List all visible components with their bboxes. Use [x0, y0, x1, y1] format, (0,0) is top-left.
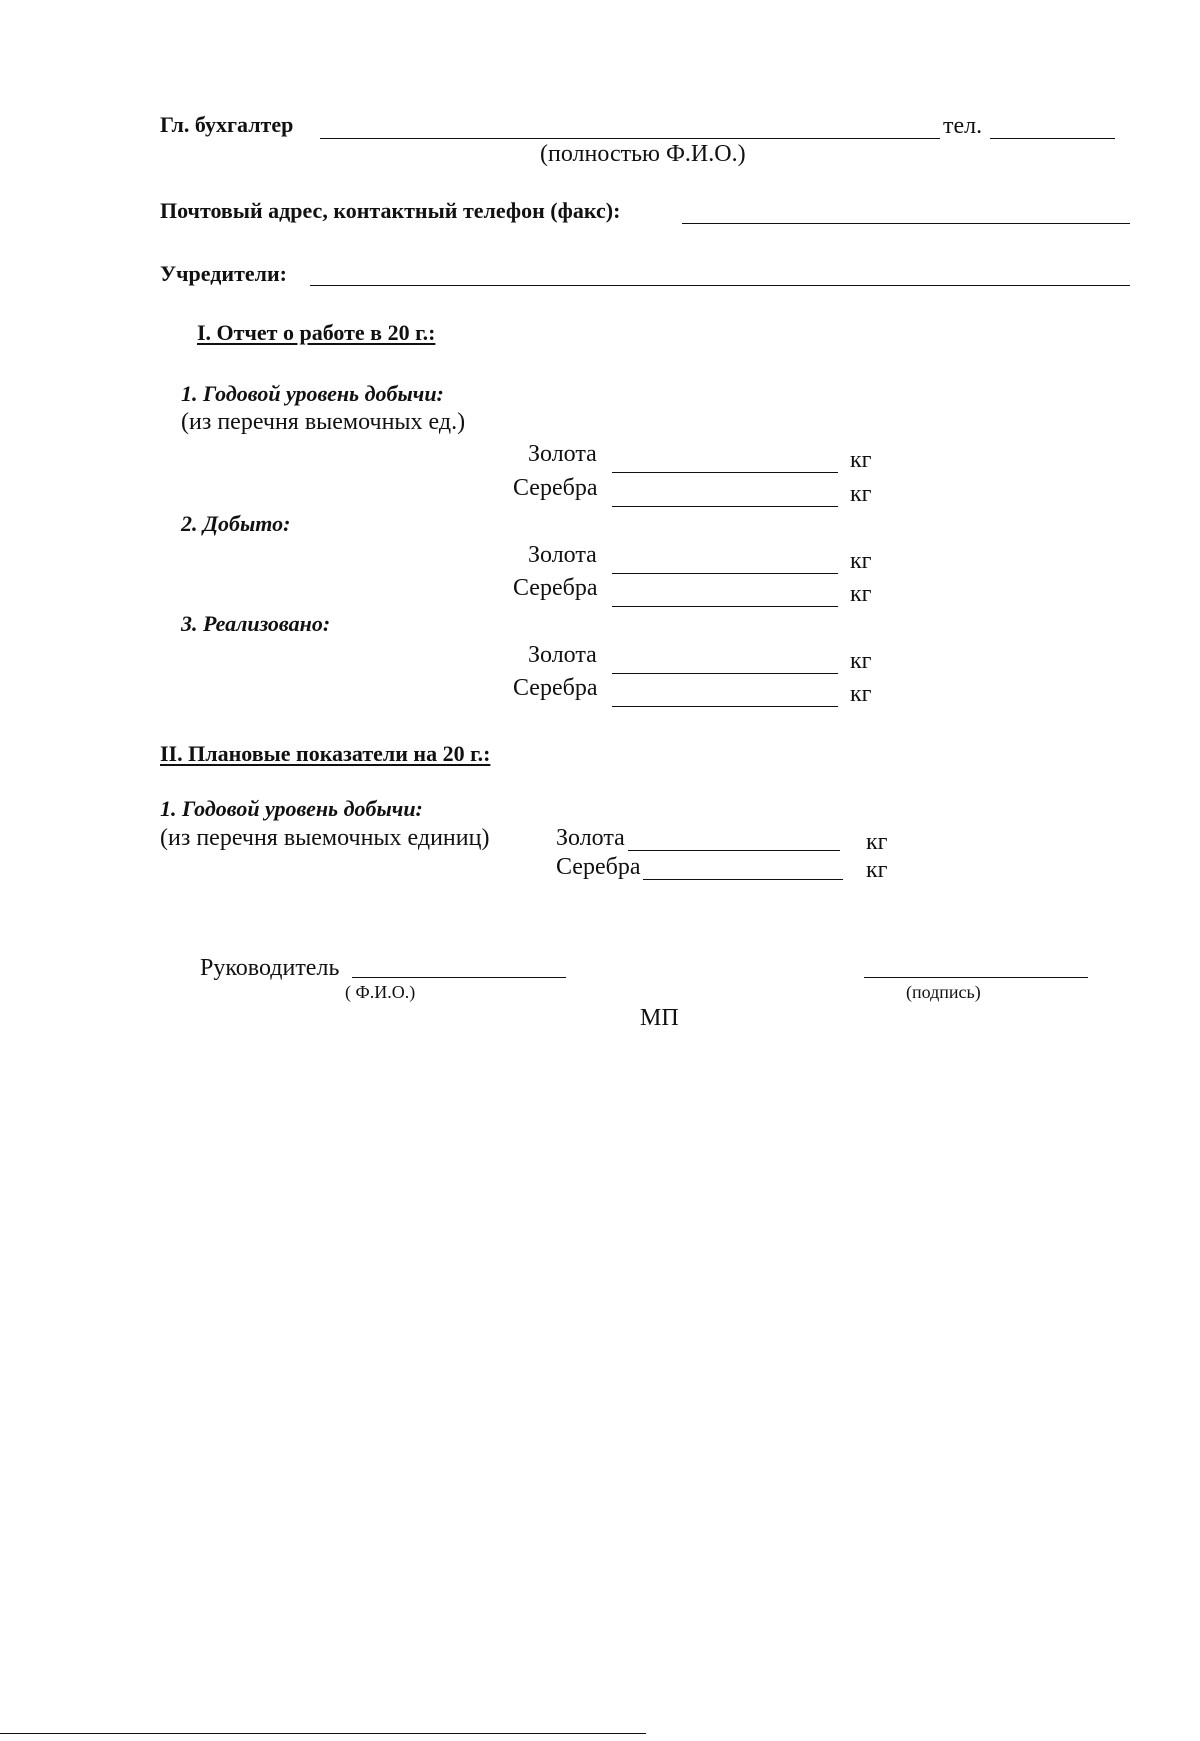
- signature-hint: (подпись): [906, 982, 981, 1002]
- s1-item2-gold-field[interactable]: [612, 573, 838, 574]
- s2-gold-label: Золота: [556, 825, 625, 851]
- head-name-field[interactable]: [352, 977, 566, 978]
- s2-gold-field[interactable]: [628, 850, 840, 851]
- postal-address-field[interactable]: [682, 223, 1130, 224]
- s1-item1-silver-label: Серебра: [513, 475, 598, 501]
- section1-title: I. Отчет о работе в 20 г.:: [197, 320, 436, 345]
- head-label: Руководитель: [200, 955, 340, 981]
- fio-full-hint: (полностью Ф.И.О.): [540, 141, 746, 167]
- s1-item1-silver-field[interactable]: [612, 506, 838, 507]
- s1-item2-gold-label: Золота: [528, 542, 597, 568]
- s1-item3-silver-field[interactable]: [612, 706, 838, 707]
- s2-silver-label: Серебра: [556, 854, 641, 880]
- section2-item1-title: 1. Годовой уровень добычи:: [160, 796, 423, 821]
- s1-item1-silver-unit: кг: [850, 481, 872, 507]
- section1-item3-title: 3. Реализовано:: [181, 611, 331, 636]
- chief-accountant-name-field[interactable]: [320, 138, 940, 139]
- section1-item1-title: 1. Годовой уровень добычи:: [181, 381, 444, 406]
- s1-item3-gold-unit: кг: [850, 648, 872, 674]
- s1-item1-gold-label: Золота: [528, 441, 597, 467]
- head-fio-hint: ( Ф.И.О.): [345, 982, 416, 1002]
- s1-item1-gold-unit: кг: [850, 447, 872, 473]
- s1-item1-gold-field[interactable]: [612, 472, 838, 473]
- section1-item1-note: (из перечня выемочных ед.): [181, 409, 466, 435]
- section1-item2-title: 2. Добыто:: [181, 511, 291, 536]
- section2-item1-note: (из перечня выемочных единиц): [160, 825, 490, 851]
- section2-title: II. Плановые показатели на 20 г.:: [160, 741, 491, 766]
- founders-field[interactable]: [310, 285, 1130, 286]
- s1-item2-silver-unit: кг: [850, 581, 872, 607]
- postal-address-label: Почтовый адрес, контактный телефон (факс):: [160, 198, 621, 223]
- s1-item3-gold-label: Золота: [528, 642, 597, 668]
- stamp-label: МП: [640, 1005, 679, 1031]
- s2-silver-field[interactable]: [643, 879, 843, 880]
- s1-item2-silver-field[interactable]: [612, 606, 838, 607]
- head-signature-field[interactable]: [864, 977, 1088, 978]
- chief-accountant-phone-field[interactable]: [990, 138, 1115, 139]
- founders-label: Учредители:: [160, 261, 287, 286]
- s2-gold-unit: кг: [866, 829, 888, 855]
- s1-item2-silver-label: Серебра: [513, 575, 598, 601]
- s2-silver-unit: кг: [866, 857, 888, 883]
- chief-accountant-label: Гл. бухгалтер: [160, 112, 294, 137]
- s1-item3-silver-label: Серебра: [513, 675, 598, 701]
- s1-item3-silver-unit: кг: [850, 681, 872, 707]
- s1-item3-gold-field[interactable]: [612, 673, 838, 674]
- s1-item2-gold-unit: кг: [850, 548, 872, 574]
- tel-label: тел.: [943, 113, 983, 139]
- page-bottom-edge: [0, 1733, 646, 1734]
